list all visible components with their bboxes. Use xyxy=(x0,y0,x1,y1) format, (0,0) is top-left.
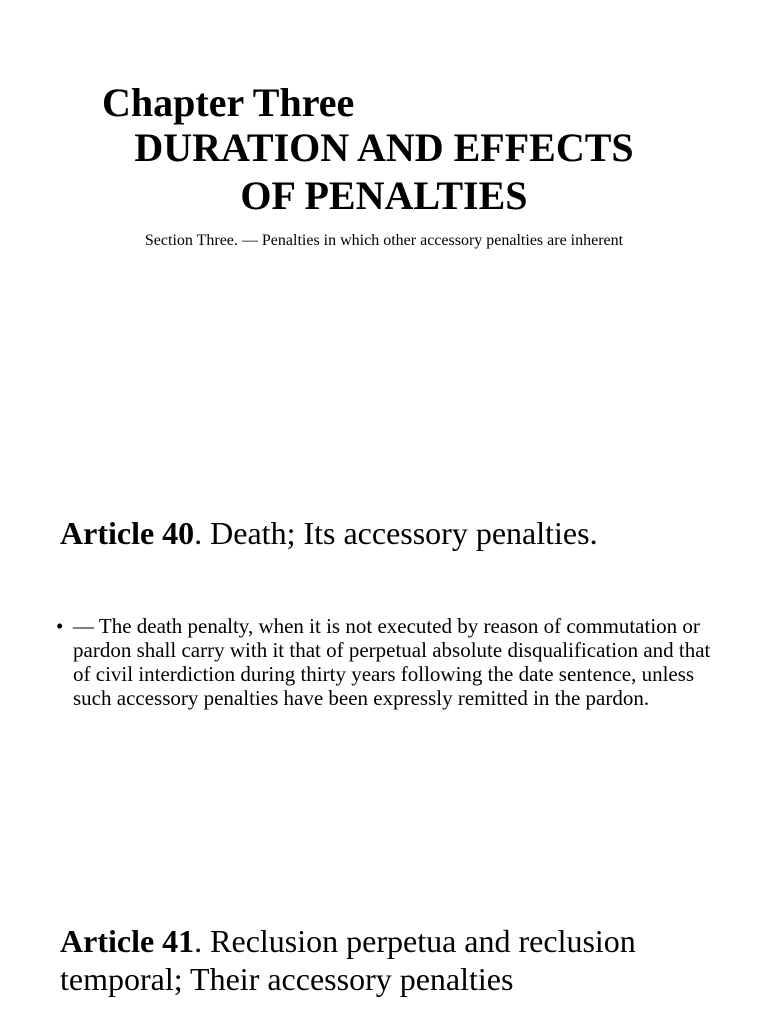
article-number: Article 41 xyxy=(60,923,195,959)
bullet-item xyxy=(56,614,716,710)
bullet-text: — The death penalty, when it is not executed by reason of commutation or pardon shall carry with it that of perpetual absolute disqualification and that of civil interdiction during thirty years following the date sentence, unless such accessory penalties have been expressly remitted in the pardon. xyxy=(73,614,711,710)
slide-chapter-title xyxy=(0,0,768,480)
chapter-title xyxy=(0,124,768,220)
chapter-label: Chapter Three xyxy=(102,80,355,125)
article-title: . Reclusion perpetua and reclusion temporal; Their accessory penalties xyxy=(60,923,636,997)
article-number: Article 40 xyxy=(60,515,195,551)
bullet-icon: • xyxy=(56,614,64,638)
section-caption: Section Three. — Penalties in which other accessory penalties are inherent xyxy=(144,232,624,249)
slide-article-41 xyxy=(0,880,768,1024)
article-title: . Death; Its accessory penalties. xyxy=(194,515,598,551)
article-heading xyxy=(60,922,740,998)
bullet-list xyxy=(56,614,716,710)
slide-article-40 xyxy=(0,480,768,880)
chapter-title-line-1: DURATION AND EFFECTS xyxy=(134,125,634,170)
article-heading xyxy=(60,514,740,552)
chapter-title-line-2: OF PENALTIES xyxy=(240,173,528,218)
